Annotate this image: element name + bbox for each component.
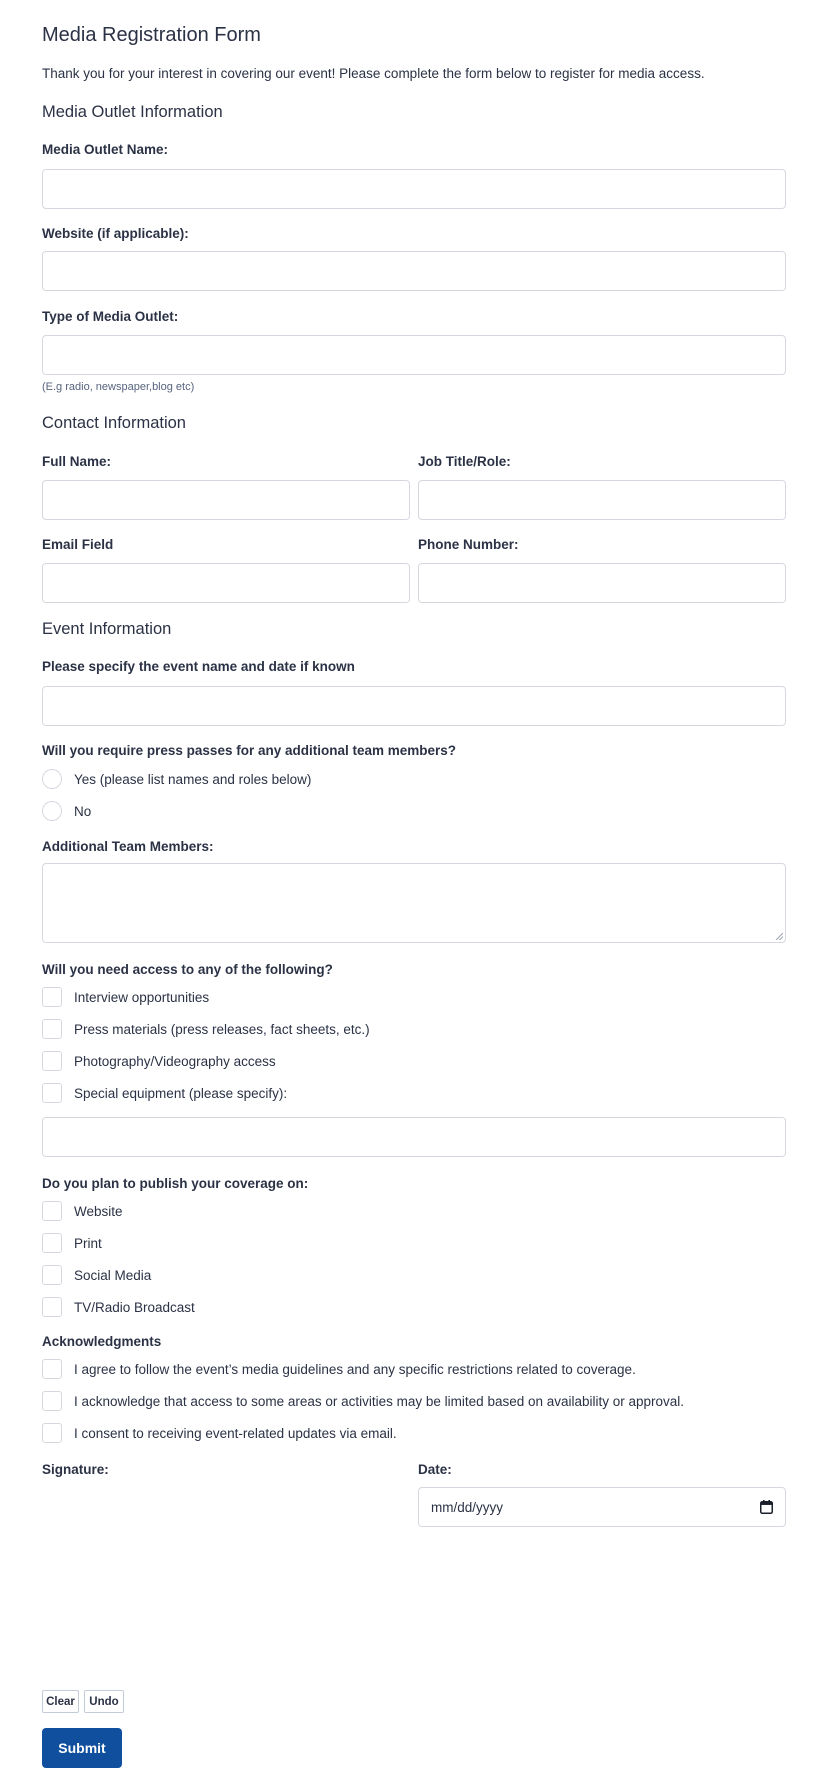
checkbox[interactable] — [42, 1391, 62, 1411]
website-label: Website (if applicable): — [42, 226, 189, 241]
option-label: Website — [74, 1203, 123, 1219]
checkbox[interactable] — [42, 1359, 62, 1379]
option-label: Yes (please list names and roles below) — [74, 771, 312, 787]
access-option-photography[interactable] — [42, 1050, 276, 1072]
event-name-input[interactable] — [42, 686, 786, 726]
checkbox[interactable] — [42, 1201, 62, 1221]
media-outlet-heading: Media Outlet Information — [42, 103, 223, 121]
media-type-input[interactable] — [42, 335, 786, 375]
access-option-interview[interactable] — [42, 986, 209, 1008]
option-label: I acknowledge that access to some areas or activities may be limited based on availability or approval. — [74, 1393, 685, 1409]
job-title-input[interactable] — [418, 480, 786, 520]
phone-label: Phone Number: — [418, 537, 519, 552]
option-label: TV/Radio Broadcast — [74, 1299, 195, 1315]
press-passes-option-yes[interactable] — [42, 768, 311, 790]
checkbox[interactable] — [42, 1019, 62, 1039]
team-members-label: Additional Team Members: — [42, 839, 214, 854]
media-outlet-name-input[interactable] — [42, 169, 786, 209]
date-label: Date: — [418, 1462, 452, 1477]
ack-option-limited-access[interactable] — [42, 1390, 684, 1412]
signature-pad[interactable] — [42, 1486, 410, 1682]
special-equipment-input[interactable] — [42, 1117, 786, 1157]
date-input[interactable] — [418, 1487, 786, 1527]
checkbox[interactable] — [42, 1051, 62, 1071]
website-input[interactable] — [42, 251, 786, 291]
option-label: Special equipment (please specify): — [74, 1085, 288, 1101]
form-intro: Thank you for your interest in covering our event! Please complete the form below to register for media access. — [42, 66, 705, 81]
option-label: No — [74, 803, 92, 819]
publish-option-broadcast[interactable] — [42, 1296, 195, 1318]
email-input[interactable] — [42, 563, 410, 603]
option-label: Press materials (press releases, fact sheets, etc.) — [74, 1021, 370, 1037]
contact-heading: Contact Information — [42, 414, 186, 432]
option-label: Interview opportunities — [74, 989, 210, 1005]
access-option-special-equipment[interactable] — [42, 1082, 287, 1104]
registration-form — [42, 0, 786, 1791]
checkbox[interactable] — [42, 1297, 62, 1317]
ack-option-guidelines[interactable] — [42, 1358, 636, 1380]
press-passes-label: Will you require press passes for any additional team members? — [42, 743, 457, 758]
date-placeholder: mm/dd/yyyy — [431, 1499, 504, 1515]
ack-option-email-updates[interactable] — [42, 1422, 397, 1444]
team-members-textarea[interactable] — [42, 863, 786, 943]
signature-label: Signature: — [42, 1462, 109, 1477]
signature-clear-button[interactable]: Clear — [42, 1690, 79, 1713]
event-heading: Event Information — [42, 620, 172, 638]
press-passes-option-no[interactable] — [42, 800, 91, 822]
checkbox[interactable] — [42, 1233, 62, 1253]
publish-option-website[interactable] — [42, 1200, 123, 1222]
media-outlet-name-label: Media Outlet Name: — [42, 142, 169, 157]
access-label: Will you need access to any of the following? — [42, 962, 333, 977]
full-name-label: Full Name: — [42, 454, 112, 469]
option-label: Print — [74, 1235, 102, 1251]
full-name-input[interactable] — [42, 480, 410, 520]
submit-button[interactable]: Submit — [42, 1728, 122, 1768]
radio-button[interactable] — [42, 801, 62, 821]
option-label: I consent to receiving event-related updates via email. — [74, 1425, 397, 1441]
option-label: Social Media — [74, 1267, 152, 1283]
option-label: I agree to follow the event’s media guidelines and any specific restrictions related to coverage. — [74, 1361, 636, 1377]
checkbox[interactable] — [42, 987, 62, 1007]
resize-grip-icon[interactable] — [775, 932, 783, 940]
radio-button[interactable] — [42, 769, 62, 789]
checkbox[interactable] — [42, 1083, 62, 1103]
email-label: Email Field — [42, 537, 114, 552]
signature-undo-button[interactable]: Undo — [84, 1690, 124, 1713]
calendar-icon[interactable] — [760, 1500, 773, 1514]
form-title: Media Registration Form — [42, 24, 261, 46]
checkbox[interactable] — [42, 1423, 62, 1443]
access-option-press-materials[interactable] — [42, 1018, 370, 1040]
publish-option-social-media[interactable] — [42, 1264, 151, 1286]
media-type-hint: (E.g radio, newspaper,blog etc) — [42, 381, 195, 393]
media-type-label: Type of Media Outlet: — [42, 309, 179, 324]
publish-option-print[interactable] — [42, 1232, 102, 1254]
checkbox[interactable] — [42, 1265, 62, 1285]
job-title-label: Job Title/Role: — [418, 454, 511, 469]
option-label: Photography/Videography access — [74, 1053, 276, 1069]
publish-label: Do you plan to publish your coverage on: — [42, 1176, 309, 1191]
phone-input[interactable] — [418, 563, 786, 603]
acknowledgments-label: Acknowledgments — [42, 1334, 162, 1349]
event-name-label: Please specify the event name and date if known — [42, 659, 355, 674]
